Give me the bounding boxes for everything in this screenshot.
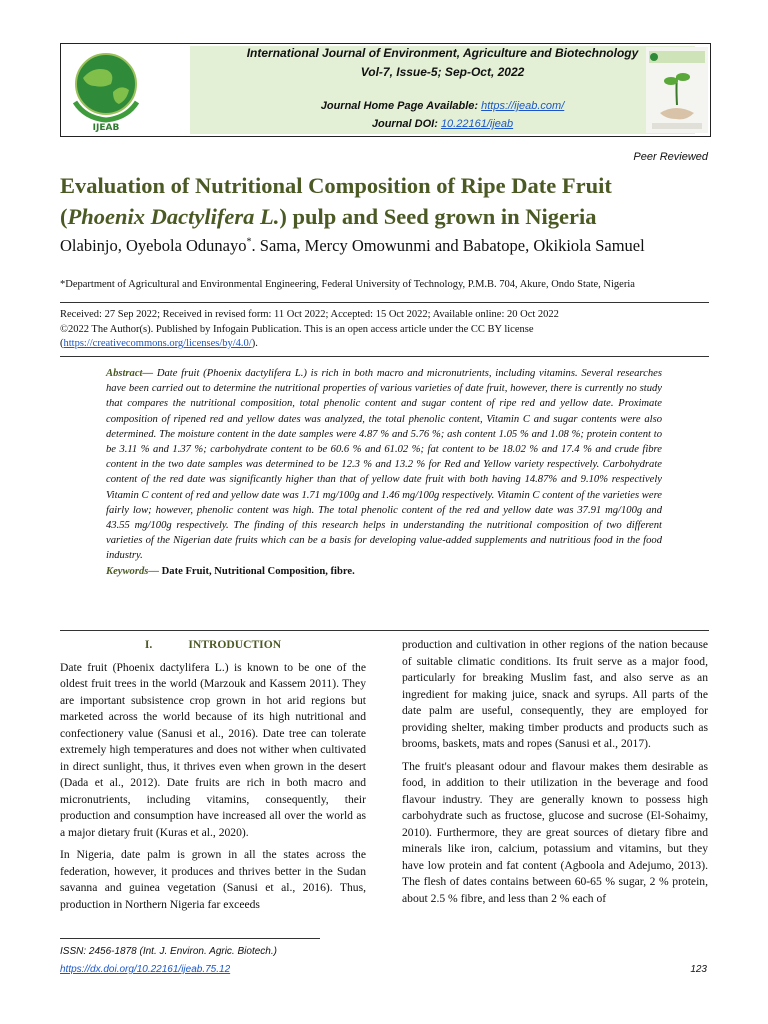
right-column xyxy=(402,637,708,913)
abstract-dash: — xyxy=(142,368,157,379)
journal-home-line xyxy=(190,100,695,112)
doi-link[interactable]: 10.22161/ijeab xyxy=(440,118,514,130)
journal-title: International Journal of Environment, Agriculture and Biotechnology xyxy=(246,46,639,60)
paragraph: The fruit's pleasant odour and flavour makes them desirable as food, in addition to their utilization in the beverage and food flavour industry. They are generally known to possess high carbohydrate such as fructose, glucose and sucrose (El-Sohaimy, 2010). Furthermore, they are great sources of dietary fibre and minerals like iron, calcium, potassium and vitamins, but they have low protein and fat content (Agboola and Adejumo, 2013). The flesh of dates contains between 60-65 % sugar, 2 % protein, about 2.5 % fibre, and less than 2 % each of xyxy=(402,759,708,905)
authors xyxy=(60,236,645,256)
abstract xyxy=(106,366,662,579)
page-number: 123 xyxy=(690,964,707,975)
divider xyxy=(60,302,709,303)
abstract-label: Abstract xyxy=(106,368,143,379)
license-url-line xyxy=(60,337,709,352)
paragraph: production and cultivation in other regions of the nation because of suitable climatic conditions. Its fruit serve as a major food, particularly for breaking Muslim fast, and also serve as an ingredient for making juice, snack and syrups. All parts of the date palm are useful, consequently, they are employed for providing shelter, making timber products and products such as brooms, baskets, mats and ropes (Sanusi et al., 2017). xyxy=(402,638,708,750)
paragraph: In Nigeria, date palm is grown in all the states across the federation, however, it produces and thrives better in the Sudan savanna and guinea vegetation (Sanusi et al., 2016). Thus, production in Northern Nigeria far exceeds xyxy=(60,848,366,911)
section-heading xyxy=(60,637,366,654)
keywords-label: Keywords xyxy=(106,565,149,577)
footer-doi-link[interactable]: https://dx.doi.org/10.22161/ijeab.75.12 xyxy=(60,964,231,975)
journal-header xyxy=(60,43,711,137)
title-species: Phoenix Dactylifera L. xyxy=(67,204,280,229)
journal-doi-line xyxy=(190,118,695,130)
keywords-dash: — xyxy=(148,565,162,577)
author-rest: . Sama, Mercy Omowunmi and Babatope, Okikiola Samuel xyxy=(251,236,645,255)
abstract-text: Date fruit (Phoenix dactylifera L.) is rich in both macro and micronutrients, including vitamins. Several researches have been carried out to determine the nutritional properties of various varieties of date fruit, however, there is currently no study that compares the nutritional composition, total phenolic content and sugar content of ripe red and yellow date. Proximate composition of ripened red and yellow dates was analyzed, the total phenolic content, Vitamin C and sugar contents were also determined. The moisture content in the date samples were 4.87 % and 5.76 %; ash content 1.05 % and 1.08 %; protein content to be 3.11 % and 1.37 %; carbohydrate content to be 60.6 % and 61.02 %; fat content to be 18.02 % and 17.4 % and crude fibre content in the two date samples was determined to be 12.3 % and 13.2 % for Red and Yellow variety respectively. Carbohydrate content of the red date was significantly higher than that of yellow date fruit with both having 14.87% and 9.10% respectively Vitamin C content of red and yellow date was 1.71 mg/100g and 1.46 mg/100g respectively. Vitamin C content of the varieties were fairly low; however, phenolic content was high. The total phenolic content of the red and yellow date was 37.91 mg/100g and 43.55 mg/100g respectively. The finding of this research helps in understanding the nutritional composition of two different varieties of the Nigerian date fruits which can be a basis for developing value-added supplements and nutritious food in the food industry. xyxy=(106,368,662,562)
title-line-2 xyxy=(60,201,720,232)
license-line: ©2022 The Author(s). Published by Infogain Publication. This is an open access article under the CC BY license xyxy=(60,323,534,335)
home-label: Journal Home Page Available: xyxy=(320,100,482,112)
footer-issn: ISSN: 2456-1878 (Int. J. Environ. Agric. Biotech.) xyxy=(60,946,277,957)
divider xyxy=(60,356,709,357)
received-info xyxy=(60,308,709,352)
keywords: Date Fruit, Nutritional Composition, fibre. xyxy=(161,565,355,577)
license-open: ( xyxy=(60,338,64,349)
title-line-1: Evaluation of Nutritional Composition of Ripe Date Fruit xyxy=(60,173,612,198)
section-title: INTRODUCTION xyxy=(188,638,282,651)
license-close: ). xyxy=(251,338,258,349)
journal-logo xyxy=(65,48,147,132)
affiliation: *Department of Agricultural and Environmental Engineering, Federal University of Technology, P.M.B. 704, Akure, Ondo State, Nigeria xyxy=(60,279,635,290)
home-link[interactable]: https://ijeab.com/ xyxy=(481,100,565,112)
divider xyxy=(60,630,709,631)
corresponding-mark: * xyxy=(246,236,252,248)
author-first: Olabinjo, Oyebola Odunayo xyxy=(60,236,247,255)
doi-label: Journal DOI: xyxy=(371,118,441,130)
journal-cover-thumbnail xyxy=(646,47,708,133)
section-number: I. xyxy=(144,638,153,651)
paper-title xyxy=(60,170,720,232)
left-column xyxy=(60,637,366,919)
paragraph: Date fruit (Phoenix dactylifera L.) is known to be one of the oldest fruit trees in the world (Marzouk and Kassem 2011). They are important subsistence crop grown in hot arid regions but marketed across the world because of its high nutritional and confectionery value (Sanusi et al., 2016). Date tree can tolerate extremely high temperatures and does not wither when cultivated in direct sunlight, thus, it thrives even when grown in the desert (Dada et al., 2012). Date fruits are rich in both macro and micronutrients, including vitamins, consequently, their production and consumption have increased all over the world as a major dietary fruit (Kuras et al., 2020). xyxy=(60,660,366,839)
logo-text: IJEAB xyxy=(92,123,120,132)
peer-reviewed-label: Peer Reviewed xyxy=(633,151,708,163)
footer-divider xyxy=(60,938,320,939)
title-open-paren: ( xyxy=(60,204,68,229)
title-rest: ) pulp and Seed grown in Nigeria xyxy=(279,204,597,229)
license-link[interactable]: https://creativecommons.org/licenses/by/4.0/ xyxy=(63,338,252,349)
journal-volume: Vol-7, Issue-5; Sep-Oct, 2022 xyxy=(360,65,525,79)
received-dates: Received: 27 Sep 2022; Received in revised form: 11 Oct 2022; Accepted: 15 Oct 2022; Available online: 20 Oct 2022 xyxy=(60,309,559,320)
